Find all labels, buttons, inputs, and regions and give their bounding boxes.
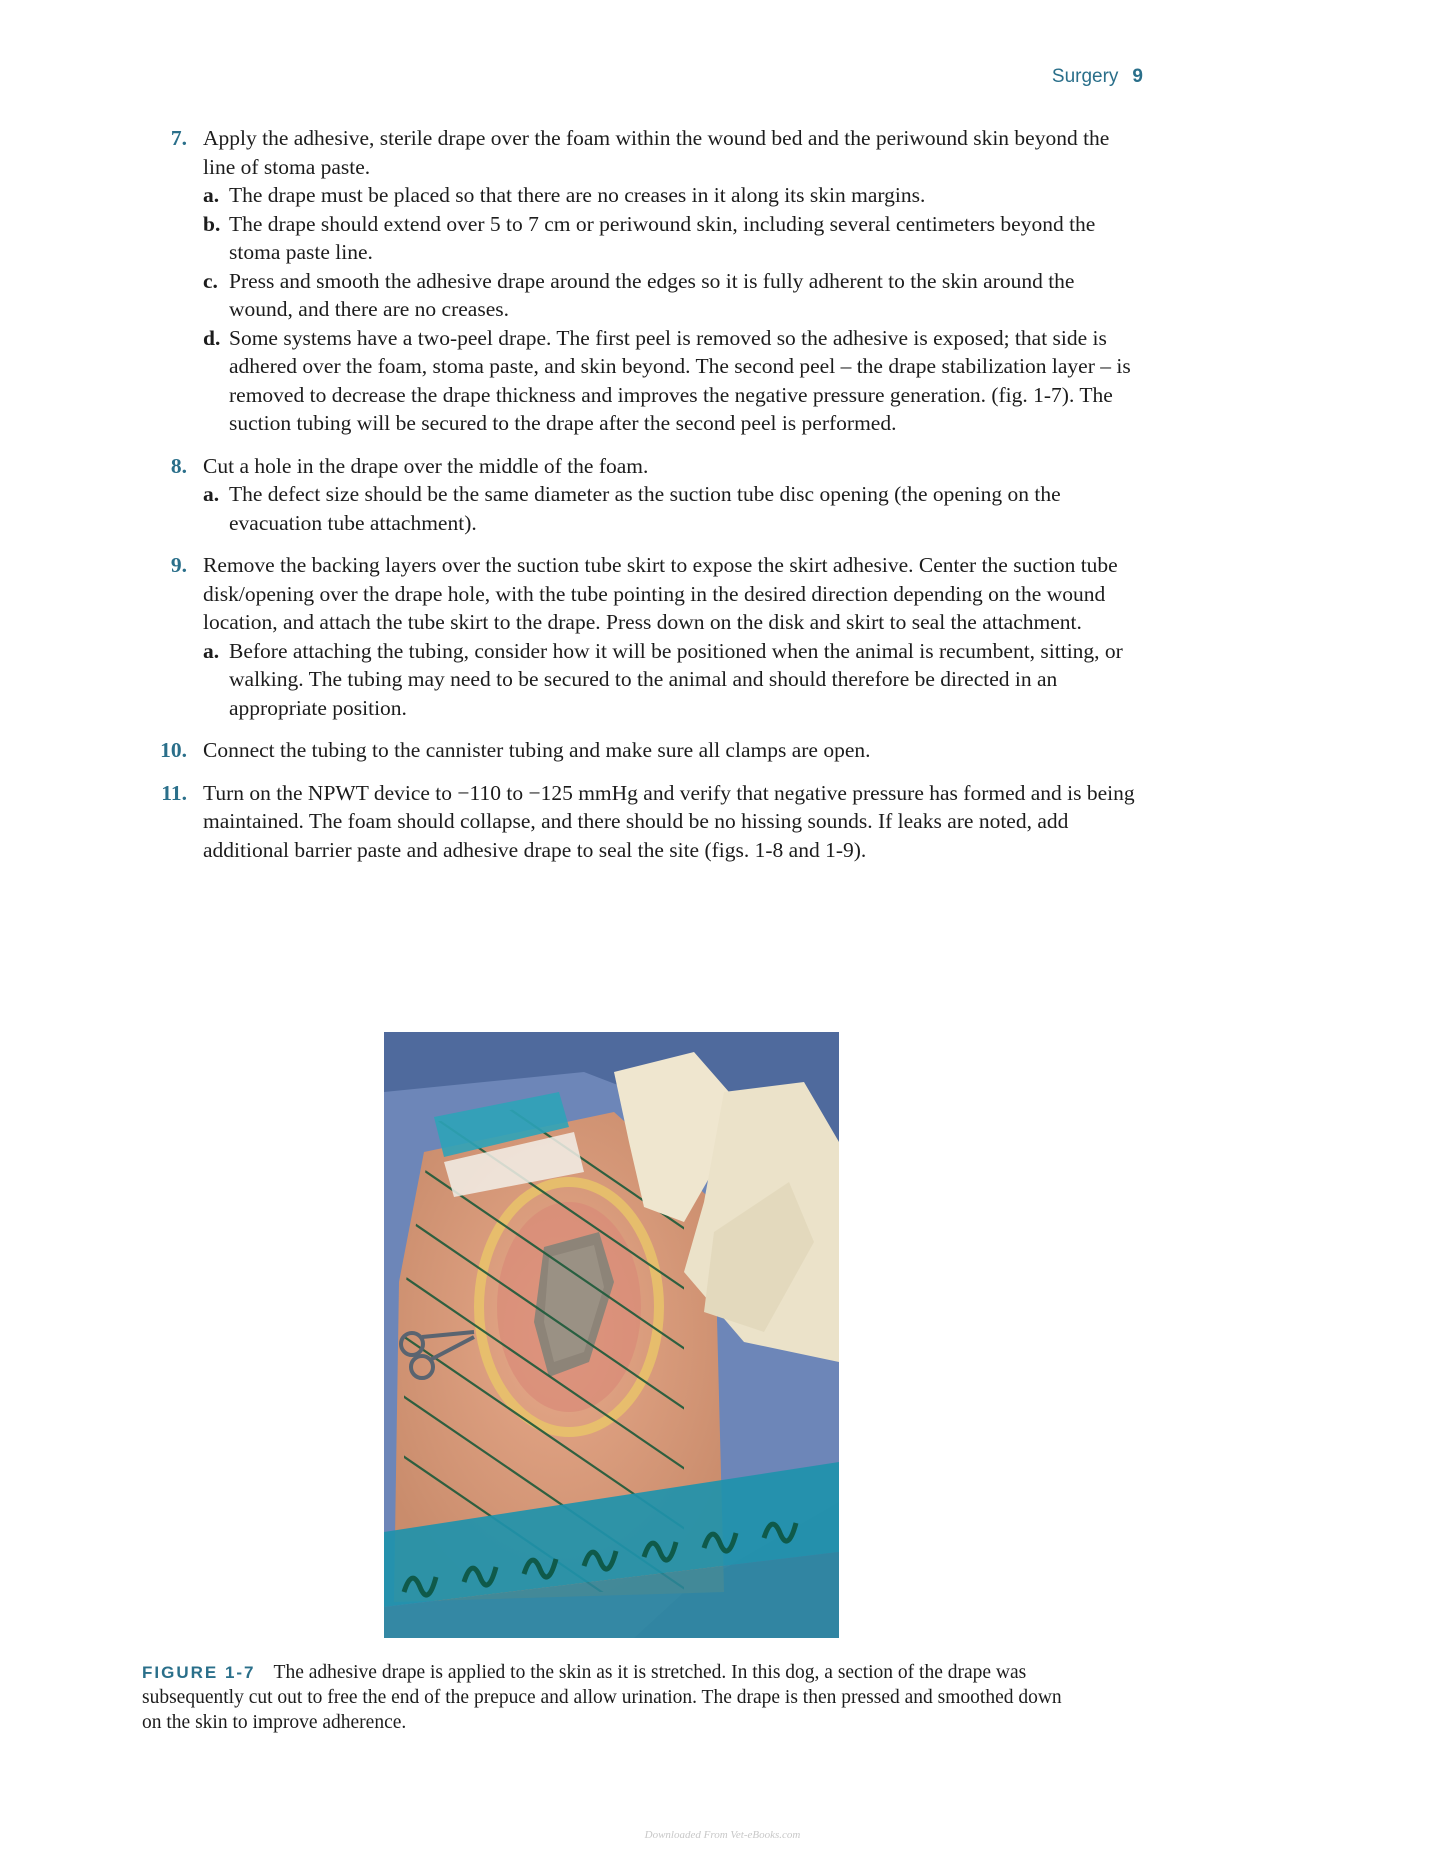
footer-watermark: Downloaded From Vet-eBooks.com xyxy=(644,1829,801,1841)
step-number: 8. xyxy=(170,453,187,478)
substep-text: The drape must be placed so that there are no creases in it along its skin margins. xyxy=(229,183,926,207)
step-text: Cut a hole in the drape over the middle of the foam. xyxy=(203,453,649,478)
section-title: Surgery xyxy=(1051,66,1119,87)
page-number: 9 xyxy=(1132,66,1143,87)
substep-text: Before attaching the tubing, consider how it will be positioned when the animal is recumbent, sitting, or walking. The tubing may need to be secured to the animal and should therefore be directed in an appropriate position. xyxy=(229,638,1123,720)
step-number: 10. xyxy=(160,738,187,762)
figure-label: FIGURE 1-7 xyxy=(142,1663,256,1682)
running-head xyxy=(1052,66,1143,88)
step-11 xyxy=(140,779,1140,865)
substep-a xyxy=(203,480,1140,537)
step-text: Apply the adhesive, sterile drape over the foam within the wound bed and the periwound skin beyond the line of stoma paste. xyxy=(203,126,1110,179)
substep-letter: a. xyxy=(203,183,220,207)
substep-letter: a. xyxy=(203,482,220,506)
surgical-drape-photo xyxy=(384,1032,839,1638)
substep-letter: c. xyxy=(203,268,218,293)
step-text: Remove the backing layers over the suction tube skirt to expose the skirt adhesive. Center the suction tube disk/opening over the drape hole, with the tube pointing in the desired direction depending on the wound location, and attach the tube skirt to the drape. Press down on the disk and skirt to seal the attachment. xyxy=(203,553,1118,634)
figure-caption-text: The adhesive drape is applied to the skin as it is stretched. In this dog, a section of the drape was subsequently cut out to free the end of the prepuce and allow urination. The drape is then pressed and smoothed down on the skin to improve adherence. xyxy=(142,1662,1062,1733)
substep-b xyxy=(203,210,1140,267)
step-text: Connect the tubing to the cannister tubing and make sure all clamps are open. xyxy=(203,738,871,762)
substep-a xyxy=(203,637,1140,723)
figure-caption xyxy=(142,1660,1062,1735)
substep-text: The drape should extend over 5 to 7 cm or periwound skin, including several centimeters beyond the stoma paste line. xyxy=(229,211,1096,264)
step-9 xyxy=(140,551,1140,722)
step-number: 9. xyxy=(170,553,187,577)
step-number: 11. xyxy=(161,780,187,805)
step-text: Turn on the NPWT device to −110 to −125 mmHg and verify that negative pressure has formed and is being maintained. The foam should collapse, and there should be no hissing sounds. If leaks are noted, add additional barrier paste and adhesive drape to seal the site (figs. 1-8 and 1-9). xyxy=(203,780,1135,862)
substep-text: Some systems have a two-peel drape. The first peel is removed so the adhesive is exposed; that side is adhered over the foam, stoma paste, and skin beyond. The second peel – the drape stabilization layer – is removed to decrease the drape thickness and improves the negative pressure generation. (fig. 1-7). The suction tubing will be secured to the drape after the second peel is performed. xyxy=(229,325,1131,435)
step-10 xyxy=(140,736,1140,765)
substep-letter: a. xyxy=(203,638,220,663)
substep-d xyxy=(203,324,1140,438)
substep-letter: b. xyxy=(203,211,221,236)
figure-photo xyxy=(384,1032,839,1638)
step-number: 7. xyxy=(170,126,187,150)
substep-text: Press and smooth the adhesive drape around the edges so it is fully adherent to the skin around the wound, and there are no creases. xyxy=(229,268,1075,321)
substep-a xyxy=(203,181,1140,210)
substep-text: The defect size should be the same diameter as the suction tube disc opening (the opening on the evacuation tube attachment). xyxy=(229,482,1061,535)
step-7 xyxy=(140,124,1140,438)
substep-letter: d. xyxy=(203,325,221,350)
substep-c xyxy=(203,267,1140,324)
step-8 xyxy=(140,452,1140,538)
procedure-steps xyxy=(140,124,1140,878)
